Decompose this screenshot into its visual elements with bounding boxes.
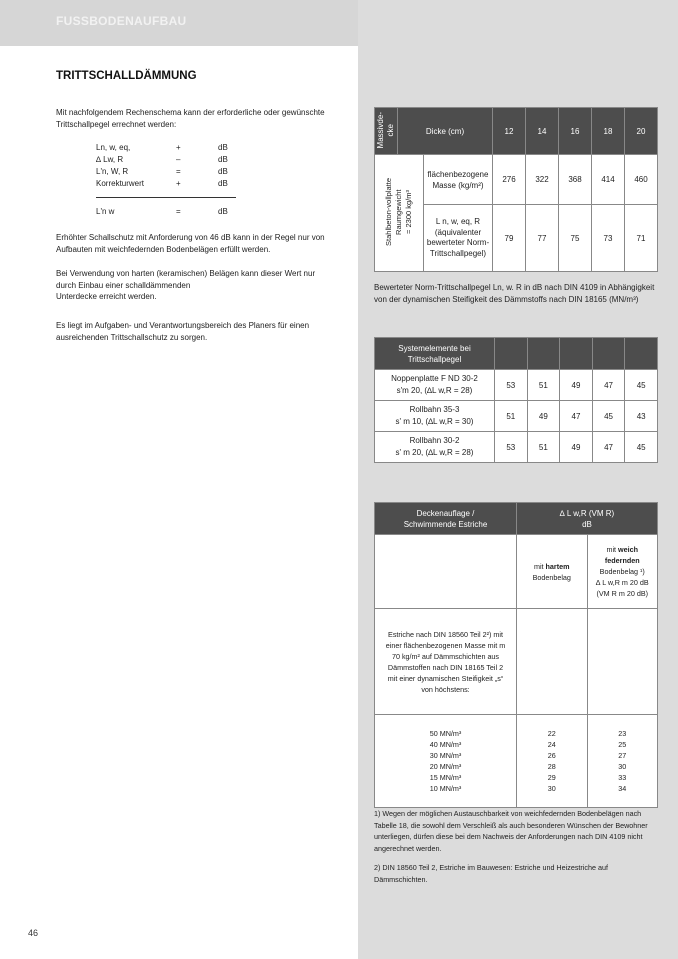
stiffness-list <box>375 715 517 808</box>
header-blank-cell <box>560 338 593 370</box>
header-blank-cell <box>527 338 560 370</box>
soft-values <box>587 715 658 808</box>
value-cell: 460 <box>625 155 658 205</box>
schema-unit: dB <box>218 167 228 176</box>
value-cell: 51 <box>527 432 560 463</box>
value-cell: 49 <box>560 370 593 401</box>
schema-operator: + <box>176 143 181 152</box>
paragraph: Es liegt im Aufgaben- und Verantwortungsbereich des Planers für einen ausreichenden Trittschallschutz zu sorgen. <box>56 321 310 342</box>
schema-label: L'n, W, R <box>96 167 129 176</box>
stiffness-value: 30 MN/m³ <box>429 751 462 760</box>
header-blank-cell <box>592 338 625 370</box>
value-cell: 34 <box>618 784 627 793</box>
value-cell: 45 <box>625 370 658 401</box>
schema-operator: – <box>176 155 181 164</box>
blank-cell <box>587 609 658 715</box>
value-cell: 22 <box>547 729 556 738</box>
value-cell: 322 <box>526 155 559 205</box>
hard-covering-header: mit hartem Bodenbelag <box>517 535 588 609</box>
schema-row <box>96 143 236 155</box>
header-blank-cell <box>625 338 658 370</box>
schema-unit: dB <box>218 207 228 216</box>
value-cell: 414 <box>592 155 625 205</box>
reduction-header: ∆ L w,R (VM R) dB <box>517 503 658 535</box>
section-header-bar <box>0 0 358 46</box>
floating-screed-table <box>374 502 658 808</box>
schema-label: Korrekturwert <box>96 179 145 188</box>
thickness-cell: 12 <box>493 108 526 155</box>
thickness-header: Dicke (cm) <box>398 108 493 155</box>
value-cell: 23 <box>618 729 627 738</box>
corner-header-cell <box>375 108 398 155</box>
value-cell: 47 <box>560 401 593 432</box>
value-cell: 71 <box>625 205 658 272</box>
section-title: FUSSBODENAUFBAU <box>56 14 187 28</box>
value-cell: 79 <box>493 205 526 272</box>
screed-header: Deckenauflage / Schwimmende Estriche <box>375 503 517 535</box>
blank-cell <box>375 535 517 609</box>
hard-values <box>517 715 588 808</box>
impact-sound-table <box>374 107 658 272</box>
value-cell: 73 <box>592 205 625 272</box>
value-cell: 30 <box>618 762 627 771</box>
schema-label: ∆ Lw, R <box>96 155 124 164</box>
page-title: TRITTSCHALLDÄMMUNG <box>56 70 197 82</box>
soft-covering-header: mit weich federnden Bodenbelag ¹) ∆ L w,R m 20 dB (VM R m 20 dB) <box>587 535 658 609</box>
slab-label-cell <box>375 155 424 272</box>
system-elements-header: Systemelemente bei Trittschallpegel <box>375 338 495 370</box>
value-cell: 75 <box>559 205 592 272</box>
value-cell: 49 <box>527 401 560 432</box>
paragraph: Erhöhter Schallschutz mit Anforderung von 46 dB kann in der Regel nur von Aufbauten mit weichfedernden Bodenbelägen erfüllt werden. <box>56 233 325 254</box>
massivdecke-label: Massivde- cke <box>376 111 395 149</box>
value-cell: 29 <box>547 773 556 782</box>
value-cell: 47 <box>592 432 625 463</box>
value-cell: 77 <box>526 205 559 272</box>
value-cell: 30 <box>547 784 556 793</box>
blank-cell <box>517 609 588 715</box>
value-cell: 51 <box>527 370 560 401</box>
thickness-cell: 16 <box>559 108 592 155</box>
paragraph: Bei Verwendung von harten (keramischen) Belägen kann dieser Wert nur durch Einbau einer schalldämmenden Unterdecke erreicht werden. <box>56 269 316 301</box>
thickness-cell: 14 <box>526 108 559 155</box>
thickness-cell: 20 <box>625 108 658 155</box>
footnote: 2) DIN 18560 Teil 2, Estriche im Bauwesen: Estriche und Heizestriche auf Dämmschichten. <box>374 863 608 884</box>
schema-label: Ln, w, eq, <box>96 143 131 152</box>
value-cell: 47 <box>592 370 625 401</box>
value-cell: 25 <box>618 740 627 749</box>
schema-operator: + <box>176 179 181 188</box>
schema-unit: dB <box>218 155 228 164</box>
system-label: Rollbahn 30-2 s' m 20, (∆L w,R = 28) <box>375 432 495 463</box>
screed-description: Estriche nach DIN 18560 Teil 2²) mit einer flächenbezogenen Masse mit m 70 kg/m² auf Dämmschichten aus Dämmstoffen nach DIN 18165 Teil 2 mit einer dynamischen Steifigkeit „s“ von höchstens: <box>375 609 517 715</box>
value-cell: 49 <box>560 432 593 463</box>
value-cell: 276 <box>493 155 526 205</box>
stiffness-value: 40 MN/m³ <box>429 740 462 749</box>
schema-operator: = <box>176 207 181 216</box>
value-cell: 43 <box>625 401 658 432</box>
thickness-cell: 18 <box>592 108 625 155</box>
value-cell: 28 <box>547 762 556 771</box>
value-cell: 33 <box>618 773 627 782</box>
calculation-schema <box>96 143 236 219</box>
value-cell: 53 <box>494 432 527 463</box>
schema-result-row <box>96 207 236 219</box>
page-number: 46 <box>28 928 39 938</box>
value-cell: 53 <box>494 370 527 401</box>
stiffness-value: 50 MN/m³ <box>429 729 462 738</box>
intro-paragraph: Mit nachfolgendem Rechenschema kann der erforderliche oder gewünschte Trittschallpegel errechnet werden: <box>56 108 325 129</box>
schema-row <box>96 179 236 191</box>
schema-unit: dB <box>218 179 228 188</box>
mass-label: flächenbezogene Masse (kg/m²) <box>424 155 493 205</box>
stiffness-value: 20 MN/m³ <box>429 762 462 771</box>
system-label: Rollbahn 35-3 s' m 10, (∆L w,R = 30) <box>375 401 495 432</box>
schema-label: L'n w <box>96 207 115 216</box>
schema-operator: = <box>176 167 181 176</box>
value-cell: 45 <box>592 401 625 432</box>
value-cell: 45 <box>625 432 658 463</box>
table-caption: Bewerteter Norm-Trittschallpegel Ln, w. R in dB nach DIN 4109 in Abhängigkeit von der dynamischen Steifigkeit des Dämmstoffs nach DIN 18165 (MN/m³) <box>374 283 655 304</box>
schema-row <box>96 167 236 179</box>
value-cell: 26 <box>547 751 556 760</box>
hard-emphasis: hartem <box>545 561 570 571</box>
schema-row <box>96 155 236 167</box>
stiffness-value: 10 MN/m³ <box>429 784 462 793</box>
footnote: 1) Wegen der möglichen Austauschbarkeit von weichfedernden Bodenbelägen nach Tabelle 18, die sowohl dem Verschleiß als auch besonderen Wünschen der Bewohner unterliegen, dürfen diese bei dem Nachweis der Anforderungen nach DIN 4109 nicht angerechnet werden. <box>374 809 648 853</box>
schema-unit: dB <box>218 143 228 152</box>
value-cell: 24 <box>547 740 556 749</box>
slab-label: Stahlbeton-vollplatte Raumgewicht = 2300 kg/m³ <box>384 178 413 246</box>
value-cell: 51 <box>494 401 527 432</box>
level-label: L n, w, eq, R (äquivalenter bewerteter Norm-Trittschallpegel) <box>424 205 493 272</box>
soft-emphasis: weich federnden <box>604 545 640 565</box>
stiffness-value: 15 MN/m³ <box>429 773 462 782</box>
value-cell: 27 <box>618 751 627 760</box>
system-elements-table <box>374 337 658 463</box>
value-cell: 368 <box>559 155 592 205</box>
system-label: Noppenplatte F ND 30-2 s'm 20, (∆L w,R = 28) <box>375 370 495 401</box>
schema-sum-rule <box>96 197 236 198</box>
header-blank-cell <box>494 338 527 370</box>
